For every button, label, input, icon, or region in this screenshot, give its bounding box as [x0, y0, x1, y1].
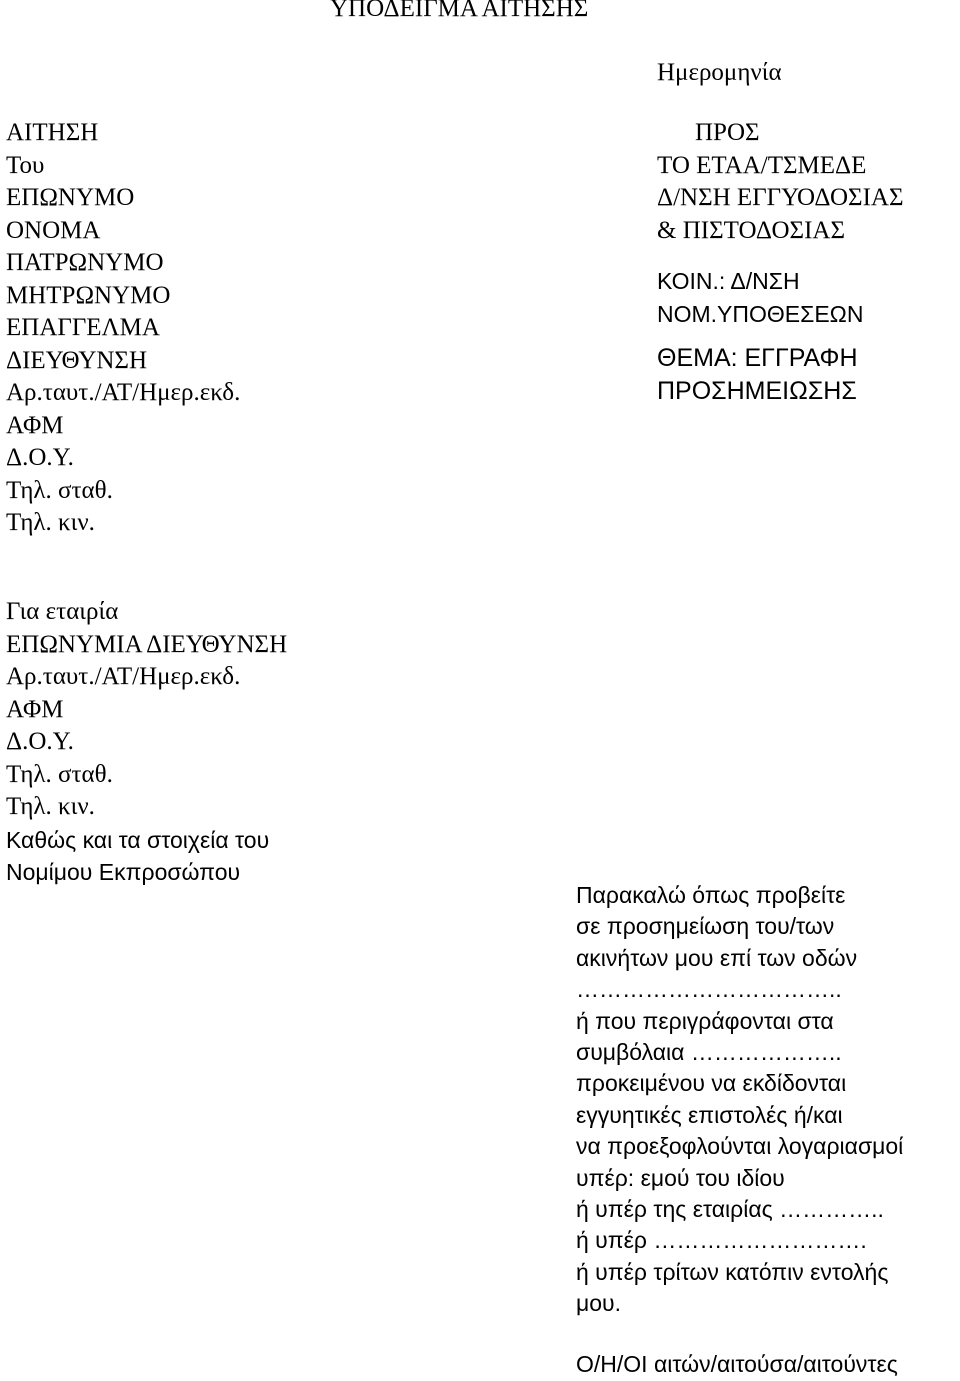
request-line: μου.	[576, 1290, 622, 1317]
company-field: Δ.Ο.Υ.	[6, 728, 74, 755]
applicant-details	[6, 117, 240, 540]
subject-line: ΘΕΜΑ: ΕΓΓΡΑΦΗ	[657, 344, 858, 372]
request-line: να προεξοφλούνται λογαριασμοί	[576, 1133, 904, 1160]
company-field: Τηλ. κιν.	[6, 793, 95, 820]
company-field: Τηλ. σταθ.	[6, 760, 113, 788]
applicant-field: ΟΝΟΜΑ	[6, 216, 101, 244]
request-line: προκειμένου να εκδίδονται	[576, 1070, 847, 1097]
applicant-field: Δ.Ο.Υ.	[6, 444, 74, 471]
applicant-field: Τηλ. σταθ.	[6, 476, 113, 504]
applicant-field: ΑΦΜ	[6, 411, 64, 439]
document-title: ΥΠΟΔΕΙΓΜΑ ΑΙΤΗΣΗΣ	[330, 0, 589, 22]
applicant-field: Αρ.ταυτ./ΑΤ/Ημερ.εκδ.	[6, 379, 241, 406]
applicant-field: ΑΙΤΗΣΗ	[6, 119, 99, 146]
request-line: ……………………………..	[576, 976, 842, 1003]
company-field: Για εταιρία	[6, 598, 119, 625]
recipient-org: ΤΟ ΕΤΑΑ/ΤΣΜΕΔΕ	[657, 151, 867, 179]
company-details	[6, 596, 287, 889]
request-line: σε προσημείωση του/των	[576, 913, 835, 940]
applicant-field: ΕΠΑΓΓΕΛΜΑ	[6, 314, 160, 341]
request-line: ακινήτων μου επί των οδών	[576, 944, 858, 971]
company-field: ΕΠΩΝΥΜΙΑ ΔΙΕΥΘΥΝΣΗ	[6, 630, 288, 658]
company-field: ΑΦΜ	[6, 695, 64, 723]
subject-line: ΠΡΟΣΗΜΕΙΩΣΗΣ	[657, 376, 857, 405]
cc-line: ΝΟΜ.ΥΠΟΘΕΣΕΩΝ	[657, 300, 864, 327]
date-label: Ημερομηνία	[657, 59, 782, 86]
applicant-field: ΔΙΕΥΘΥΝΣΗ	[6, 346, 148, 374]
representative-line: Νομίμου Εκπροσώπου	[6, 859, 241, 885]
recipient-block	[657, 117, 904, 407]
request-line: ή υπέρ τρίτων κατόπιν εντολής	[576, 1258, 889, 1285]
applicant-field: Του	[6, 151, 45, 179]
applicant-field: ΜΗΤΡΩΝΥΜΟ	[6, 281, 171, 309]
request-line: ή υπέρ της εταιρίας …………..	[576, 1196, 884, 1223]
recipient-dept: Δ/ΝΣΗ ΕΓΓΥΟΔΟΣΙΑΣ	[657, 184, 904, 211]
cc-line: ΚΟΙΝ.: Δ/ΝΣΗ	[657, 268, 800, 294]
request-line: εγγυητικές επιστολές ή/και	[576, 1101, 843, 1128]
request-line: υπέρ: εμού του ιδίου	[576, 1164, 785, 1191]
request-line: ή που περιγράφονται στα	[576, 1007, 834, 1034]
recipient-dept: & ΠΙΣΤΟΔΟΣΙΑΣ	[657, 216, 846, 244]
applicant-field: Τηλ. κιν.	[6, 509, 95, 536]
request-line: συμβόλαια ………………..	[576, 1039, 842, 1066]
applicant-field: ΕΠΩΝΥΜΟ	[6, 184, 135, 211]
request-line: ή υπέρ ……………………….	[576, 1227, 867, 1254]
applicant-field: ΠΑΤΡΩΝΥΜΟ	[6, 249, 164, 276]
signature-line: Ο/Η/ΟΙ αιτών/αιτούσα/αιτούντες	[576, 1351, 898, 1377]
recipient-to: ΠΡΟΣ	[695, 119, 760, 146]
company-field: Αρ.ταυτ./ΑΤ/Ημερ.εκδ.	[6, 663, 241, 690]
representative-line: Καθώς και τα στοιχεία του	[6, 826, 270, 853]
request-line: Παρακαλώ όπως προβείτε	[576, 882, 846, 908]
request-text	[576, 880, 903, 1320]
